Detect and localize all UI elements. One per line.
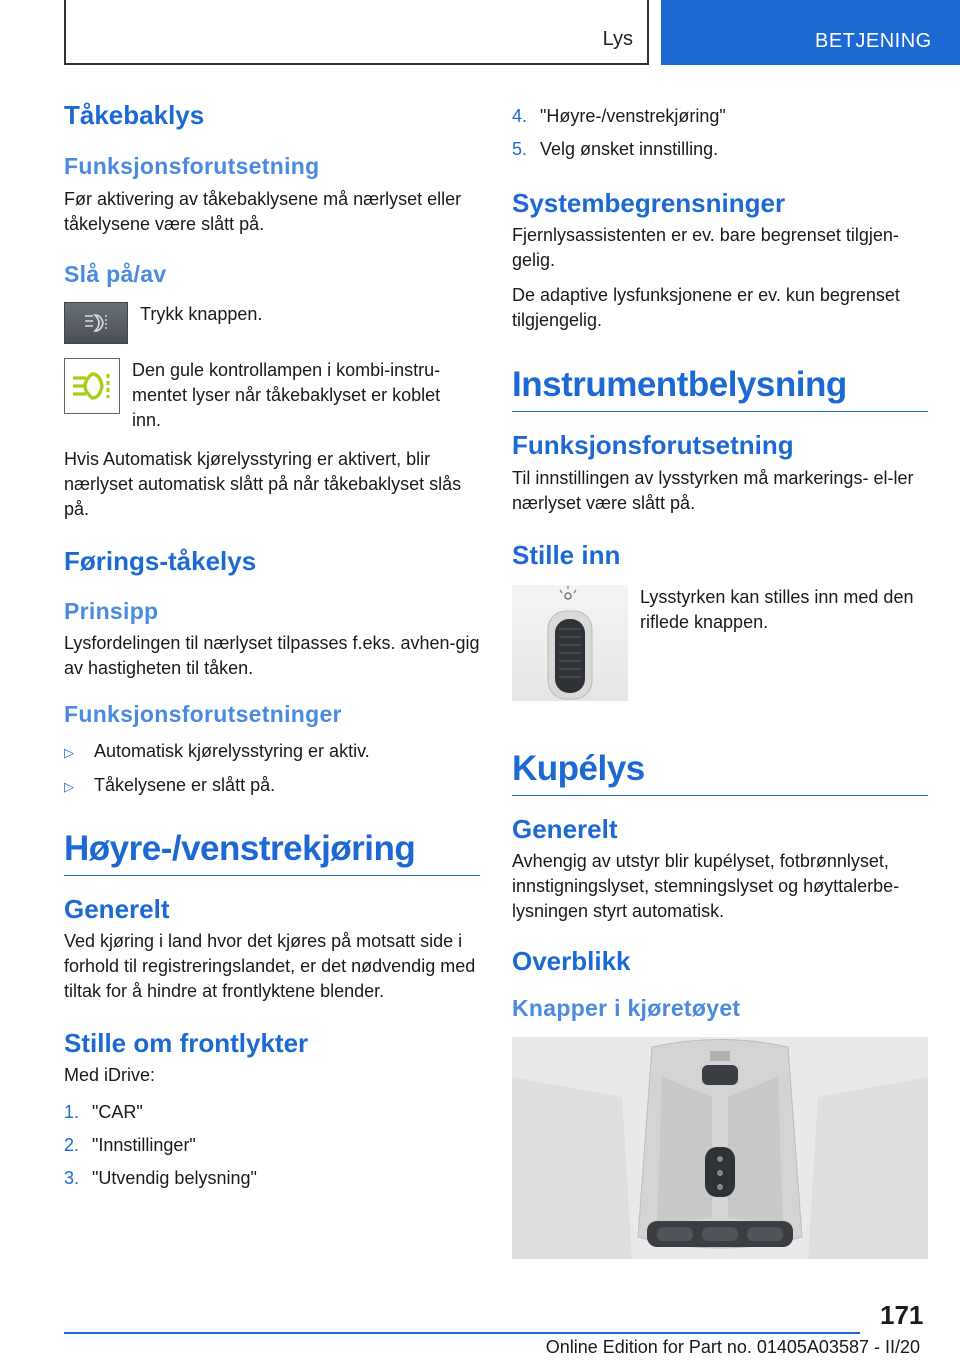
bullet-list xyxy=(64,739,480,799)
heading-funksjonsforutsetning-instr: Funksjonsforutsetning xyxy=(512,430,794,461)
footer-edition: Online Edition for Part no. 01405A03587 - II/20 xyxy=(545,1337,920,1357)
list-item: 2. "Innstillinger" xyxy=(64,1135,196,1156)
roof-console-image xyxy=(512,1037,928,1259)
left-column xyxy=(64,100,480,1203)
right-column xyxy=(512,104,928,1259)
indicator-lamp-row xyxy=(64,358,480,433)
heading-stille-inn: Stille inn xyxy=(512,539,621,570)
page-number: 171 xyxy=(880,1300,924,1330)
rear-fog-light-button-icon xyxy=(64,302,128,344)
dimmer-knob-image xyxy=(512,585,628,701)
heading-overblikk: Overblikk xyxy=(512,946,631,977)
knob-row xyxy=(512,585,928,701)
triangle-bullet-icon: ▷ xyxy=(64,744,74,760)
list-item: 3. "Utvendig belysning" xyxy=(64,1168,257,1189)
list-item: ▷ Tåkelysene er slått på. xyxy=(64,773,480,799)
heading-takebaklys: Tåkebaklys xyxy=(64,100,205,130)
text-med-idrive: Med iDrive: xyxy=(64,1065,156,1086)
heading-kupelys: Kupélys xyxy=(512,749,928,796)
header-section-title: Lys xyxy=(602,28,633,50)
step-list-continued xyxy=(512,104,928,162)
yellow-indicator-lamp-icon xyxy=(64,358,120,414)
text-funksjonsforutsetning-instr: Til innstillingen av lysstyrken må markerings- el-ler nærlyset være slått på. xyxy=(512,467,914,513)
header-chapter-tab[interactable] xyxy=(661,0,960,65)
text-trykk-knappen: Trykk knappen. xyxy=(140,304,263,325)
triangle-bullet-icon: ▷ xyxy=(64,778,74,794)
heading-stille-om-frontlykter: Stille om frontlykter xyxy=(64,1028,309,1059)
text-generelt: Ved kjøring i land hvor det kjøres på motsatt side i forhold til registreringslandet, er det nødvendig med tiltak for å hindre at frontlyktene blender. xyxy=(64,931,476,1002)
footer-divider xyxy=(64,1332,860,1334)
heading-generelt: Generelt xyxy=(64,894,170,924)
heading-knapper-i-kjoretoyet: Knapper i kjøretøyet xyxy=(512,995,741,1022)
list-item: 4. "Høyre-/venstrekjøring" xyxy=(512,106,726,126)
heading-prinsipp: Prinsipp xyxy=(64,597,159,624)
header-section-box xyxy=(64,0,649,65)
text-system-1: Fjernlysassistenten er ev. bare begrenset tilgjen-gelig. xyxy=(512,225,899,271)
heading-hoyre-venstrekjoring: Høyre-/venstrekjøring xyxy=(64,829,480,876)
text-prinsipp: Lysfordelingen til nærlyset tilpasses f.eks. avhen-gig av hastigheten til tåken. xyxy=(64,633,480,679)
fog-button-row xyxy=(64,302,480,344)
text-generelt-kupelys: Avhengig av utstyr blir kupélyset, fotbrønnlyset, innstigningslyset, stemningslyset og høyttalerbe-lysningen styrt automatisk. xyxy=(512,851,900,922)
heading-forings-takelys: Førings-tåkelys xyxy=(64,546,257,577)
text-automatisk: Hvis Automatisk kjørelysstyring er aktivert, blir nærlyset automatisk slått på når tåkebaklyset slås på. xyxy=(64,449,462,520)
list-item: ▷ Automatisk kjørelysstyring er aktiv. xyxy=(64,739,480,765)
heading-instrumentbelysning: Instrumentbelysning xyxy=(512,365,928,412)
heading-funksjonsforutsetning: Funksjonsforutsetning xyxy=(64,153,320,180)
list-item: 1. "CAR" xyxy=(64,1102,143,1123)
list-item: 5. Velg ønsket innstilling. xyxy=(512,139,719,159)
heading-generelt-kupelys: Generelt xyxy=(512,814,618,845)
step-list xyxy=(64,1100,480,1191)
text-funksjonsforutsetning: Før aktivering av tåkebaklysene må nærlyset eller tåkelysene være slått på. xyxy=(64,188,462,234)
text-system-2: De adaptive lysfunksjonene er ev. kun begrenset tilgjengelig. xyxy=(512,285,900,331)
header-chapter-title: BETJENING xyxy=(815,30,932,52)
heading-slaa-paa-av: Slå på/av xyxy=(64,260,167,287)
heading-systembegrensninger: Systembegrensninger xyxy=(512,188,786,218)
text-stille-inn: Lysstyrken kan stilles inn med den riflede knappen. xyxy=(640,586,914,632)
text-kontrollampe: Den gule kontrollampen i kombi-instru-mentet lyser når tåkebaklyset er koblet inn. xyxy=(132,360,441,431)
heading-funksjonsforutsetninger: Funksjonsforutsetninger xyxy=(64,701,342,728)
